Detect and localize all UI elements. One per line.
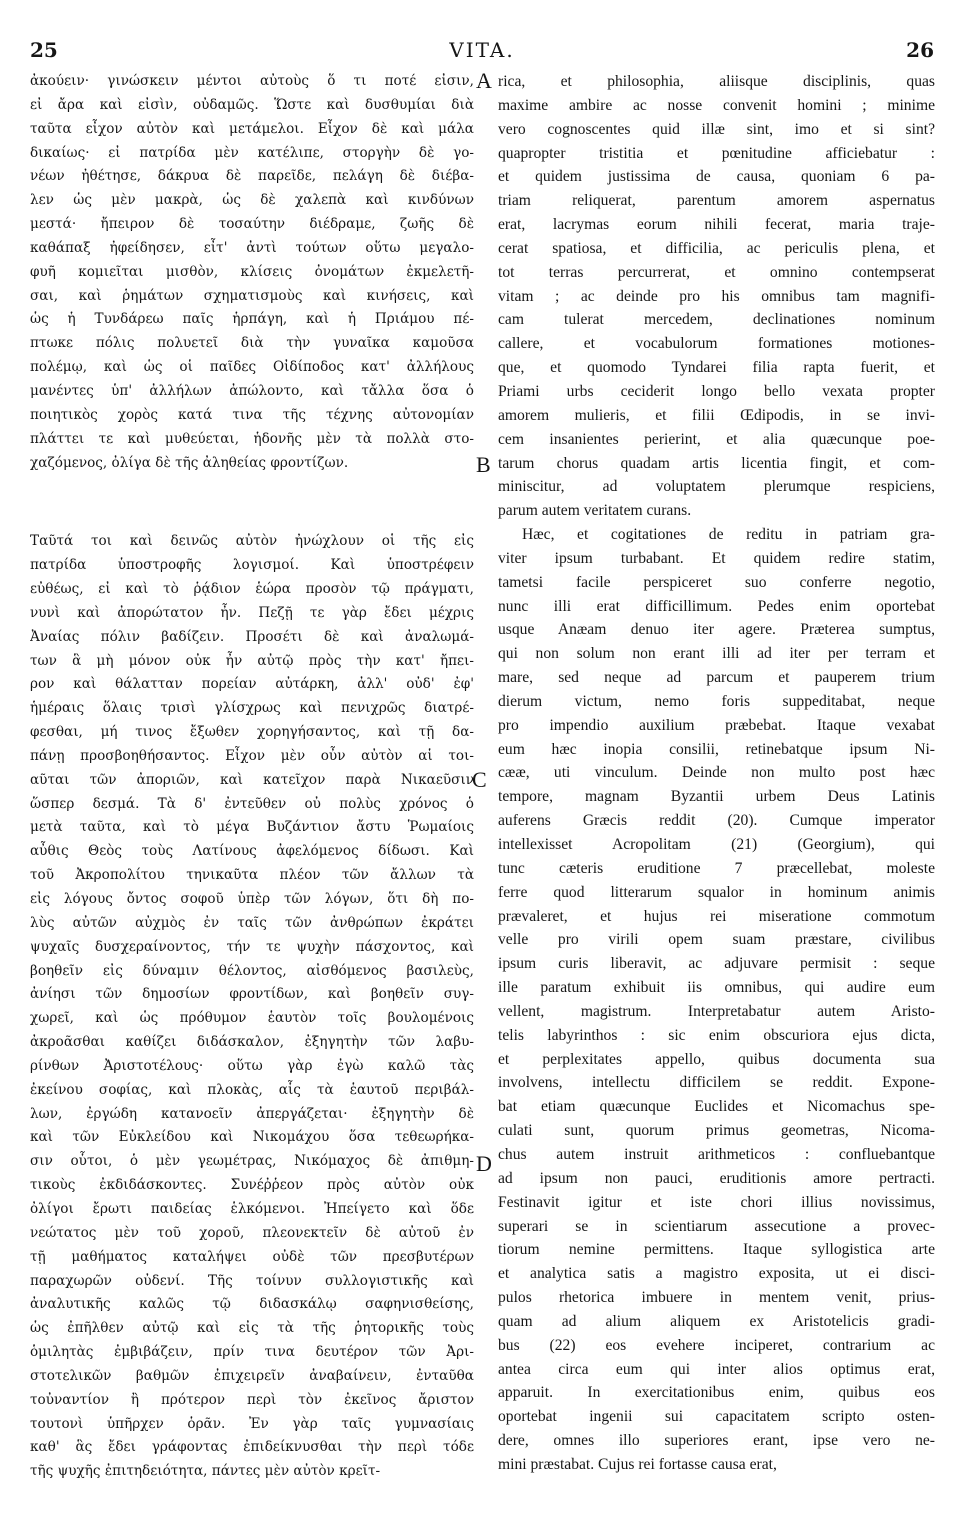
- latin-text-line: quam ad alium aliquem ex Aristotelicis gradi-: [498, 1312, 935, 1330]
- latin-text-line: velle pro virili opem suam præstare, civilibus: [498, 931, 935, 949]
- latin-text-line: tiorum nemine permittens. Itaque syllogistica arte: [498, 1241, 935, 1259]
- latin-text-line: culati sunt, quorum primus geometras, Nicoma-: [498, 1122, 935, 1140]
- greek-text-line: ὡς ἐπῆλθεν αὐτῷ καὶ εἰς τὰ τῆς ῥητορικῆς τοὺς: [30, 1320, 474, 1337]
- latin-text-line: et analytica satis a magistro exposita, ut ei disci-: [498, 1265, 935, 1283]
- greek-text-line: των ἃ μὴ μόνον οὐκ ἦν αὐτῷ πρὸς τὴν κατ' ἤπει-: [30, 652, 474, 669]
- greek-text-line: τοῦ Ἀκροπολίτου τηνικαῦτα πλέον τῶν ἄλλων τὰ: [30, 867, 474, 884]
- greek-text-line: μανέντες ὑπ' ἀλλήλων ἀπώλοντο, καὶ τἄλλα ὅσα ὁ: [30, 382, 474, 399]
- latin-text-line: miniscitur, ad voluptatem plerumque respiciens,: [498, 478, 935, 496]
- greek-text-line: εἰς λόγους ὄντος σοφοῦ ὑπὲρ τῶν λόγων, ὅτι δὴ πο-: [30, 891, 474, 907]
- paragraph-gap: [30, 475, 474, 530]
- latin-text-line: pulos rhetorica imbuere in mentem venit, prius-: [498, 1289, 935, 1307]
- greek-text-line: ψυχαῖς δυσχεραίνοντος, τήν τε ψυχὴν πάσχοντος, καὶ: [30, 938, 474, 955]
- section-marker-d: D: [476, 1151, 492, 1176]
- greek-text-line: εὐθέως, εἰ καὶ τὸ ῥᾴδιον ἑώρα προσὸν τῷ πράγματι,: [30, 581, 474, 598]
- section-marker-c: C: [472, 767, 487, 792]
- latin-text-line: tametsi facile perspiceret suo conferre negotio,: [498, 573, 935, 591]
- greek-text-line: ταῦτα εἶχον αὐτὸν καὶ μετάμελοι. Εἶχον δὲ καὶ μάλα: [30, 120, 474, 137]
- greek-text-line: σιν οὗτοι, ὁ μὲν γεωμέτρας, Νικόμαχος δὲ ἀπιθμη-: [30, 1153, 474, 1170]
- greek-text-line: ὀλίγοι ἔρωτι παιδείας ἑλκόμενοι. Ἠπείγετο καὶ ὅδε: [30, 1200, 474, 1217]
- greek-text-line: τοὐναντίον ἢ πρότερον περὶ τὸν ἐκεῖνος ἄριστον: [30, 1391, 474, 1408]
- greek-text-line: ὡς ἡ Τυνδάρεω παῖς ἡρπάγη, καὶ ἡ Πριάμου πέ-: [30, 311, 474, 328]
- greek-text-line: ρον καὶ θάλατταν πορείαν αὐτάρκη, ἀλλ' οὐδ' ἐφ': [30, 676, 474, 693]
- latin-text-line: rica, et philosophia, aliisque disciplinis, quas: [498, 73, 935, 90]
- greek-text-line: ὥσπερ δεσμά. Τὰ δ' ἐντεῦθεν οὐ πολὺς χρόνος ὁ: [30, 795, 474, 812]
- greek-text-line: πτωκε πόλις πολυετεῖ διὰ τὴν γυναῖκα καμοῦσα: [30, 335, 474, 352]
- greek-text-line: νέων ἠθέτησε, δάκρυα δὲ παρεῖδε, πελάγη δὲ διέβα-: [30, 168, 474, 185]
- greek-text-line: αῦται τῶν ἀποριῶν, καὶ κατεῖχον παρὰ Νικαεῦσιν: [30, 771, 474, 788]
- greek-text-line: χωρεῖ, καὶ ὡς πρόθυμον ἑαυτὸν τοῖς βουλομένοις: [30, 1010, 474, 1027]
- latin-text-line: tot terras percurrerat, et omnino contempserat: [498, 263, 935, 281]
- latin-text-line: quapropter tristitia et pœnitudine afficiebatur :: [498, 144, 935, 162]
- greek-text-line: καὶ τῶν Εὐκλείδου καὶ Νικομάχου ὅσα τεθεωρήκα-: [30, 1129, 474, 1146]
- latin-text-line: et quidem justissima de causa, quoniam 6 pa-: [498, 168, 935, 186]
- greek-text-line: λεν ὡς μὲν μακρὰ, ὡς δὲ χαλεπὰ καὶ κινδύνων: [30, 192, 474, 209]
- latin-text-line: tempore, magnam Byzantii urbem Deus Latinis: [498, 788, 935, 806]
- greek-text-line: ἀκούειν· γινώσκειν μέντοι αὐτοὺς ὅ τι ποτέ εἰσιν,: [30, 73, 474, 89]
- latin-text-line: tarum chorus quadam artis licentia fingit, et com-: [498, 454, 935, 472]
- greek-text-line: καθ' ἃς ἔδει γράφοντας ἐπιδείκνυσθαι τὴν περὶ τόδε: [30, 1439, 474, 1456]
- latin-text-line: triam reliquerat, parentum amorem aspernatus: [498, 192, 935, 210]
- latin-column: [498, 70, 935, 1477]
- greek-text-line: βοηθεῖν εἰς δύναμιν θέλοντος, αἰσθόμενος βασιλεὺς,: [30, 962, 474, 979]
- greek-text-line: πολέμῳ, καὶ ὡς οἱ παῖδες Οἰδίποδος κατ' ἀλλήλους: [30, 359, 474, 376]
- latin-text-line: nunc illi erat difficillimum. Pedes enim oportebat: [498, 597, 935, 615]
- greek-text-line: παραχωρῶν οὐδενί. Τῆς τοίνυν συλλογιστικῆς καὶ: [30, 1272, 474, 1289]
- latin-text-line: oportebat ingenii sui capacitatem scripto osten-: [498, 1408, 935, 1426]
- section-marker-b: B: [476, 452, 491, 477]
- greek-text-line: πατρίδα ὑποστροφῆς λογισμοί. Καὶ ὑποστρέφειν: [30, 557, 474, 574]
- greek-text-line: εἰ ἄρα καὶ εἰσὶν, οὐδαμῶς. Ὥστε καὶ δυσθυμίαι διὰ: [30, 96, 474, 113]
- latin-text-line: cerat spatiosa, et difficilia, ac periculis plena, et: [498, 239, 935, 257]
- latin-text-line: Hæc, et cogitationes de reditu in patriam gra-: [522, 526, 935, 544]
- latin-text-line: callere, et vocabulorum formationes motiones-: [498, 335, 935, 353]
- latin-text-line: chus autem instruit arithmeticos : confluebantque: [498, 1145, 935, 1163]
- latin-text-line: mare, sed neque ad parcum et pauperem trium: [498, 669, 935, 687]
- latin-text-line: vero cognoscentes quid illæ sint, imo et si sint?: [498, 120, 935, 138]
- latin-text-line: superari se in scientiarum assecutione a provec-: [498, 1217, 935, 1235]
- latin-text-line: bus (22) eos evehere inciperet, contrarium ac: [498, 1336, 935, 1354]
- greek-text-line: ἀνίησι τῶν δημοσίων φροντίδων, καὶ βοηθεῖν συγ-: [30, 986, 474, 1003]
- latin-text-line: vitam ; ac deinde pro his omnibus tam magnifi-: [498, 287, 935, 305]
- greek-text-line: πλάττει τε καὶ μυθεύεται, ἡδονῆς μὲν τὰ πολλὰ στο-: [30, 430, 474, 447]
- greek-text-line: δικαίως· εἰ πατρίδα μὲν κατέλιπε, στοργὴν δὲ γο-: [30, 144, 474, 161]
- latin-text-line: erat, lacrymas eorum nihili fecerat, maria traje-: [498, 216, 935, 234]
- greek-text-line: ἐκείνου σοφίας, καὶ πλοκὰς, αἷς τὰ ἑαυτοῦ περιβάλ-: [30, 1081, 474, 1098]
- greek-text-line: τῇ μαθήματος καταλήψει οὐδὲ τῶν πρεσβυτέρων: [30, 1248, 474, 1265]
- latin-text-line: Festinavit igitur et iste chori illius novissimus,: [498, 1193, 935, 1211]
- latin-text-line: que, et quomodo Tyndarei filia rapta fuerit, et: [498, 359, 935, 377]
- latin-text-line: telis labyrinthos : sic enim obscuriora ejus dicta,: [498, 1026, 935, 1044]
- latin-text-line: Priami urbs ceciderit longo bello vexata propter: [498, 382, 935, 400]
- greek-text-line: ποιητικὸς χορὸς κατά τινα τῆς τέχνης αὐτονομίαν: [30, 406, 474, 423]
- greek-text-line: λὺς αὐτῶν αὐχμὸς ἐν ταῖς τῶν ἀνθρώπων ἐκράτει: [30, 914, 474, 931]
- greek-text-line: τῆς ψυχῆς ἐπιτηδειότητα, πάντες μὲν αὐτὸν κρεῖτ-: [30, 1463, 381, 1480]
- greek-text-line: μετὰ ταῦτα, καὶ τὸ μέγα Βυζάντιον ἄστυ Ῥωμαίοις: [30, 819, 474, 836]
- latin-text-line: antea circa eum qui inter alios optimus erat,: [498, 1360, 935, 1378]
- greek-text-line: φεσθαι, μή τινος ἔξωθεν χορηγήσαντος, καὶ τῇ δα-: [30, 724, 474, 741]
- latin-text-line: pro impendio auxilium præbebat. Itaque vexabat: [498, 716, 935, 734]
- greek-text-line: νυνὶ καὶ ἀπορώτατον ἦν. Πεζῇ τε γὰρ ἔδει μέχρις: [30, 604, 474, 621]
- latin-text-line: ad ipsum non pauci, eruditionis amore pertracti.: [498, 1169, 935, 1187]
- latin-text-line: cam tulerat mercedem, declinationes nominum: [498, 311, 935, 329]
- greek-text-line: ἀναλυτικῆς καλῶς τῷ διδασκάλῳ σαφηνισθείσης,: [30, 1296, 474, 1313]
- greek-text-line: σαι, καὶ ῥημάτων σχηματισμοὺς καὶ κινήσεις, καὶ: [30, 287, 474, 304]
- greek-text-line: ρίνθων Ἀριστοτέλους· οὕτω γὰρ ἐγὼ καλῶ τὰς: [30, 1057, 474, 1074]
- latin-text-line: qui non solum non erant illi ad iter per terram et: [498, 645, 935, 663]
- latin-text-line: tunc cæteris eruditione 7 præcellebat, moleste: [498, 859, 935, 877]
- greek-text-line: μεστά· ἤπειρον δὲ τοσαύτην διέδραμε, ζωῆς δὲ: [30, 216, 474, 233]
- latin-text-line: cem insanientes perierint, et alia quæcunque poe-: [498, 430, 935, 448]
- greek-text-line: καθάπαξ ἠφείδησεν, εἶτ' ἀντὶ τούτων οὕτω μεγαλο-: [30, 239, 474, 256]
- latin-text-line: involvens, intellectu difficilem se reddit. Expone-: [498, 1074, 935, 1092]
- latin-text-line: usque Anæam denuo iter agere. Præterea sumptus,: [498, 621, 935, 639]
- greek-text-line: ὁμιλητὰς ἐμβιβάζειν, πρίν τινα δευτέρον τῶν Ἀρι-: [30, 1344, 474, 1361]
- greek-text-line: Ταῦτά τοι καὶ δεινῶς αὐτὸν ἠνώχλουν οἱ τῆς εἰς: [30, 533, 474, 550]
- latin-text-line: eum hæc inopia consilii, retinebatque ipsum Ni-: [498, 740, 935, 758]
- latin-text-line: dere, omnes illo superiores erant, ipse vero ne-: [498, 1432, 935, 1450]
- latin-text-line: apparuit. In exercitationibus enim, quibus eos: [498, 1384, 935, 1402]
- greek-column: [30, 70, 474, 1484]
- latin-text-line: prævaleret, et hujus rei miseratione commotum: [498, 907, 935, 925]
- greek-text-line: στοτελικῶν βαθμῶν ἐπιχειρεῖν ἀναβαίνειν, ἐνταῦθα: [30, 1367, 474, 1384]
- greek-text-line: Ἀναίας πόλιν βαδίζειν. Προσέτι δὲ καὶ ἀναλωμά-: [30, 628, 474, 645]
- greek-text-line: λων, ἐργώδη κατανοεῖν ἀπεργάζεται· ἐξηγητὴν δὲ: [30, 1105, 474, 1122]
- page-number-left: 25: [30, 38, 58, 62]
- latin-text-line: cææ, uti vinculum. Deinde non multo post hæc: [498, 764, 935, 782]
- greek-text-line: πάνῃ προσβοηθήσαντος. Εἶχον μὲν οὖν αὐτὸν αἱ τοι-: [30, 747, 474, 764]
- running-title: VITA.: [449, 38, 515, 62]
- latin-text-line: dierum victum, nemo foris suppeditabat, neque: [498, 692, 935, 710]
- latin-text-line: et perplexitates appello, quibus documenta sua: [498, 1050, 935, 1068]
- latin-text-line: viter ipsum turbabant. Et quidem redire statim,: [498, 549, 935, 567]
- latin-text-line: intellexisset Acropolitam (21) (Georgium), qui: [498, 836, 935, 853]
- greek-text-line: νεώτατος μὲν τοῦ χοροῦ, πλεονεκτεῖν δὲ αὐτοῦ ἐν: [30, 1224, 474, 1241]
- latin-text-line: ille paratum exhibuit iis omnibus, qui audire eum: [498, 979, 935, 997]
- greek-text-line: ἡμέραις ὅλαις τρισὶ γλίσχρως καὶ πενιχρῶς διατρέ-: [30, 700, 474, 717]
- page-header: [30, 38, 934, 64]
- latin-text-line: maxime ambire ac nosse convenit homini ; minime: [498, 96, 935, 114]
- greek-text-line: τικοὺς ἐκδιδάσκοντες. Συνέῤῥεον πρὸς αὐτὸν οὐκ: [30, 1177, 474, 1194]
- latin-text-line: amorem mulieris, et filii Œdipodis, in se invi-: [498, 406, 935, 424]
- greek-text-line: ἀκροᾶσθαι καθίζει διδάσκαλον, ἐξηγητὴν τῶν λαβυ-: [30, 1034, 474, 1051]
- latin-text-line: ipsum curis liberavit, ac adjuvare permisit : seque: [498, 955, 935, 973]
- greek-text-line: χαζόμενος, ὀλίγα δὲ τῆς ἀληθείας φροντίζων.: [30, 454, 349, 471]
- latin-text-line: bat etiam quæcunque Euclides et Nicomachus spe-: [498, 1098, 935, 1116]
- greek-text-line: αὖθις Θεὸς τοὺς Λατίνους ἀφελόμενος δίδωσι. Καὶ: [30, 843, 474, 860]
- latin-text-line: auferens Græcis reddit (20). Cumque imperator: [498, 812, 935, 830]
- section-marker-a: A: [476, 68, 492, 93]
- latin-text-line: vellent, magistrum. Interpretabatur autem Aristo-: [498, 1002, 935, 1020]
- latin-text-line: mini præstabat. Cujus rei fortasse causa erat,: [498, 1455, 777, 1473]
- latin-text-line: parum autem veritatem curans.: [498, 502, 692, 520]
- page-number-right: 26: [906, 38, 934, 62]
- greek-text-line: φυῆ κομιεῖται μισθὸν, κλίσεις ὀνομάτων ἐκμελετῆ-: [30, 263, 474, 280]
- latin-text-line: ferre quod litterarum squalor in hominum animis: [498, 883, 935, 901]
- greek-text-line: τουτονὶ ὑπῆρχεν ὁρᾶν. Ἐν γὰρ ταῖς γυμνασίαις: [30, 1415, 474, 1432]
